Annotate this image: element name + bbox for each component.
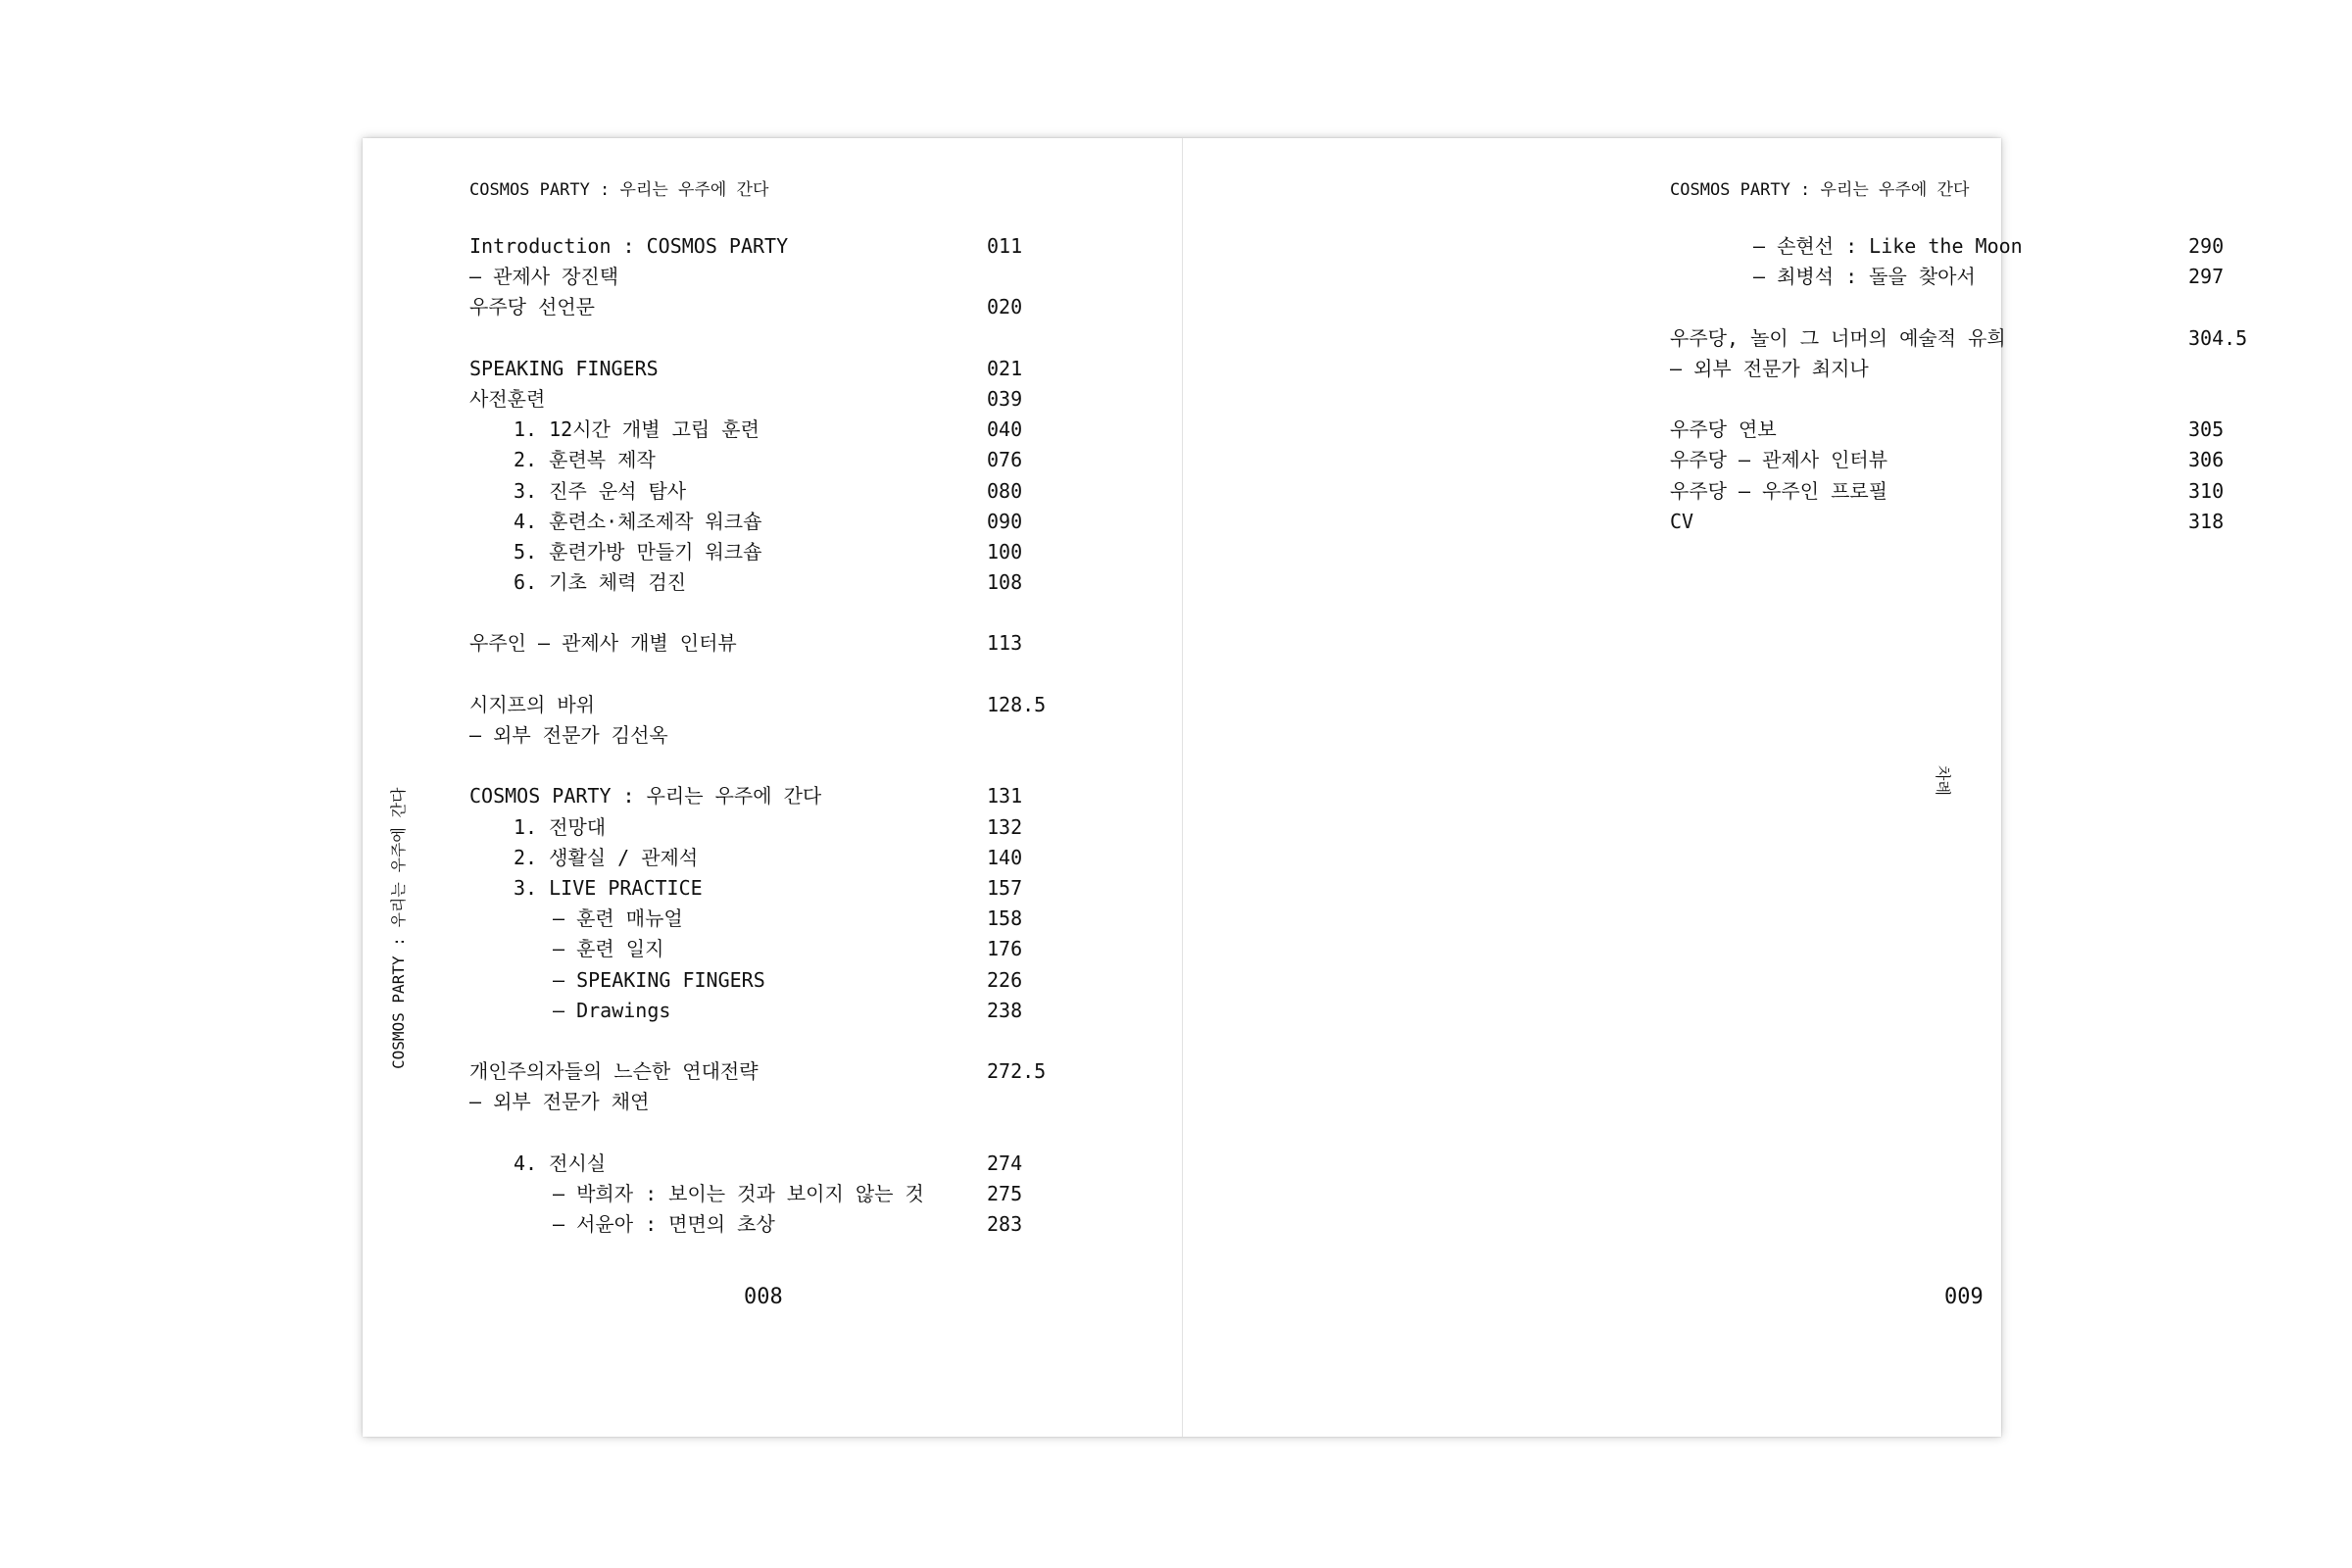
toc-entry xyxy=(469,476,1023,507)
toc-entry-title: 3. 진주 운석 탐사 xyxy=(514,478,687,503)
toc-entry-title: — 외부 전문가 최지나 xyxy=(1670,356,1869,380)
toc-entry xyxy=(469,1149,1023,1179)
toc-entry xyxy=(469,904,1023,934)
toc-entry-page: 128.5 xyxy=(987,692,1047,716)
toc-entry xyxy=(469,384,1023,415)
toc-entry xyxy=(1670,323,2248,354)
toc-entry xyxy=(469,996,1023,1026)
toc-spacer xyxy=(469,1026,924,1056)
running-head: COSMOS PARTY : 우리는 우주에 간다 xyxy=(469,180,769,200)
toc-entry-page: 020 xyxy=(987,295,1023,319)
toc-entry-title: Introduction : COSMOS PARTY xyxy=(469,234,789,258)
toc-entry-title: – SPEAKING FINGERS xyxy=(553,967,765,992)
toc-entry-page: 108 xyxy=(987,570,1023,595)
toc-spacer xyxy=(469,1117,924,1148)
toc-entry xyxy=(469,873,1023,904)
toc-entry-page: 176 xyxy=(987,937,1023,961)
toc-entry xyxy=(469,537,1023,567)
toc-entry-title: – 박희자 : 보이는 것과 보이지 않는 것 xyxy=(553,1181,924,1205)
toc-entry-title: – 최병석 : 돌을 찾아서 xyxy=(1753,265,1976,289)
toc-spacer xyxy=(469,660,924,690)
toc-entry xyxy=(469,507,1023,537)
toc-entry-page: 290 xyxy=(2188,234,2225,258)
toc-entry xyxy=(469,262,924,292)
toc-entry-page: 157 xyxy=(987,875,1023,900)
toc-entry-page: 011 xyxy=(987,234,1023,258)
toc-entry xyxy=(469,445,1023,475)
toc-entry-page: 040 xyxy=(987,417,1023,442)
toc-entry xyxy=(469,812,1023,843)
toc-entry-title: – Drawings xyxy=(553,998,671,1022)
toc-entry-page: 318 xyxy=(2188,509,2225,533)
toc-entry xyxy=(469,231,1023,262)
toc-entry-title: 개인주의자들의 느슨한 연대전략 xyxy=(469,1059,759,1084)
toc-entry-page: 275 xyxy=(987,1181,1023,1205)
toc-entry-title: 4. 전시실 xyxy=(514,1151,607,1175)
toc-entry-title: 5. 훈련가방 만들기 워크숍 xyxy=(514,539,762,564)
toc-spacer xyxy=(469,323,924,354)
toc-entry-title: COSMOS PARTY : 우리는 우주에 간다 xyxy=(469,784,822,808)
toc-entry-page: 076 xyxy=(987,448,1023,472)
toc-entry-title: — 외부 전문가 채연 xyxy=(469,1090,650,1114)
toc-entry-title: 1. 전망대 xyxy=(514,814,607,839)
toc-entry-page: 306 xyxy=(2188,448,2225,472)
toc-entry xyxy=(469,690,1047,720)
toc-entry xyxy=(469,1087,924,1117)
toc-entry-page: 158 xyxy=(987,906,1023,931)
toc-entry-title: 시지프의 바위 xyxy=(469,692,595,716)
toc-spacer xyxy=(1670,292,2023,322)
toc-entry-title: – 손현선 : Like the Moon xyxy=(1753,234,2023,258)
toc-entry xyxy=(469,843,1023,873)
toc-entry-title: 6. 기초 체력 검진 xyxy=(514,570,687,595)
page-number: 009 xyxy=(1944,1285,1984,1309)
toc-entry-title: – 서윤아 : 면면의 초상 xyxy=(553,1212,775,1236)
left-page xyxy=(363,138,1182,1437)
toc-entry-title: — 외부 전문가 김선옥 xyxy=(469,723,668,747)
toc-entry-page: 100 xyxy=(987,539,1023,564)
toc-entry-page: 090 xyxy=(987,509,1023,533)
toc-entry-title: 우주인 – 관제사 개별 인터뷰 xyxy=(469,631,737,656)
toc-entry-title: 우주당 연보 xyxy=(1670,417,1777,442)
toc-entry-page: 132 xyxy=(987,814,1023,839)
toc-entry-page: 140 xyxy=(987,845,1023,869)
toc-entry xyxy=(469,1179,1023,1209)
toc-entry-title: 우주당, 놀이 그 너머의 예술적 유희 xyxy=(1670,325,2006,350)
toc-entry xyxy=(1670,476,2225,507)
toc-entry-title: — 관제사 장진택 xyxy=(469,265,619,289)
toc-entry-page: 039 xyxy=(987,386,1023,411)
toc-entry xyxy=(469,292,1023,322)
toc-entry-title: – 훈련 일지 xyxy=(553,937,664,961)
table-of-contents xyxy=(1670,231,2248,537)
toc-spacer xyxy=(469,598,924,628)
toc-entry-page: 113 xyxy=(987,631,1023,656)
toc-entry xyxy=(469,628,1023,659)
toc-entry xyxy=(469,934,1023,964)
toc-entry xyxy=(1670,354,2023,384)
toc-entry xyxy=(469,567,1023,598)
toc-entry xyxy=(469,1209,1023,1240)
toc-entry xyxy=(1670,231,2225,262)
table-of-contents xyxy=(469,231,1047,1240)
toc-entry xyxy=(469,965,1023,996)
toc-entry xyxy=(469,354,1023,384)
toc-entry-title: 2. 생활실 / 관제석 xyxy=(514,845,699,869)
toc-spacer xyxy=(1670,384,2023,415)
toc-entry-title: CV xyxy=(1670,509,1694,533)
toc-entry-title: SPEAKING FINGERS xyxy=(469,356,659,380)
toc-entry-title: 4. 훈련소·체조제작 워크숍 xyxy=(514,509,762,533)
toc-entry-page: 131 xyxy=(987,784,1023,808)
right-page xyxy=(1183,138,2248,1437)
running-head: COSMOS PARTY : 우리는 우주에 간다 xyxy=(1670,180,1970,200)
vertical-side-title: COSMOS PARTY : 우리는 우주에 간다 xyxy=(389,787,408,1069)
toc-entry xyxy=(1670,507,2225,537)
toc-entry-page: 305 xyxy=(2188,417,2225,442)
toc-entry xyxy=(1670,415,2225,445)
toc-entry-page: 272.5 xyxy=(987,1059,1047,1084)
toc-entry-page: 238 xyxy=(987,998,1023,1022)
toc-entry-page: 310 xyxy=(2188,478,2225,503)
toc-entry-title: 우주당 – 관제사 인터뷰 xyxy=(1670,448,1888,472)
toc-entry-page: 297 xyxy=(2188,265,2225,289)
page-number: 008 xyxy=(744,1285,783,1309)
book-spread xyxy=(363,138,2248,1437)
toc-entry xyxy=(469,781,1023,811)
toc-entry-title: 우주당 – 우주인 프로필 xyxy=(1670,478,1888,503)
toc-entry-page: 226 xyxy=(987,967,1023,992)
toc-entry xyxy=(469,720,924,751)
toc-entry-page: 080 xyxy=(987,478,1023,503)
toc-entry-title: 사전훈련 xyxy=(469,386,546,411)
vertical-section-title: 차례 xyxy=(1934,765,1952,796)
toc-spacer xyxy=(469,751,924,781)
toc-entry xyxy=(469,1056,1047,1087)
toc-entry-page: 274 xyxy=(987,1151,1023,1175)
toc-entry-title: 1. 12시간 개별 고립 훈련 xyxy=(514,417,760,442)
toc-entry xyxy=(1670,262,2225,292)
toc-entry-title: 3. LIVE PRACTICE xyxy=(514,875,703,900)
toc-entry xyxy=(469,415,1023,445)
toc-entry-title: 우주당 선언문 xyxy=(469,295,595,319)
toc-entry-title: – 훈련 매뉴얼 xyxy=(553,906,683,931)
toc-entry-page: 021 xyxy=(987,356,1023,380)
toc-entry-page: 283 xyxy=(987,1212,1023,1236)
toc-entry-page: 304.5 xyxy=(2188,325,2248,350)
toc-entry xyxy=(1670,445,2225,475)
toc-entry-title: 2. 훈련복 제작 xyxy=(514,448,656,472)
